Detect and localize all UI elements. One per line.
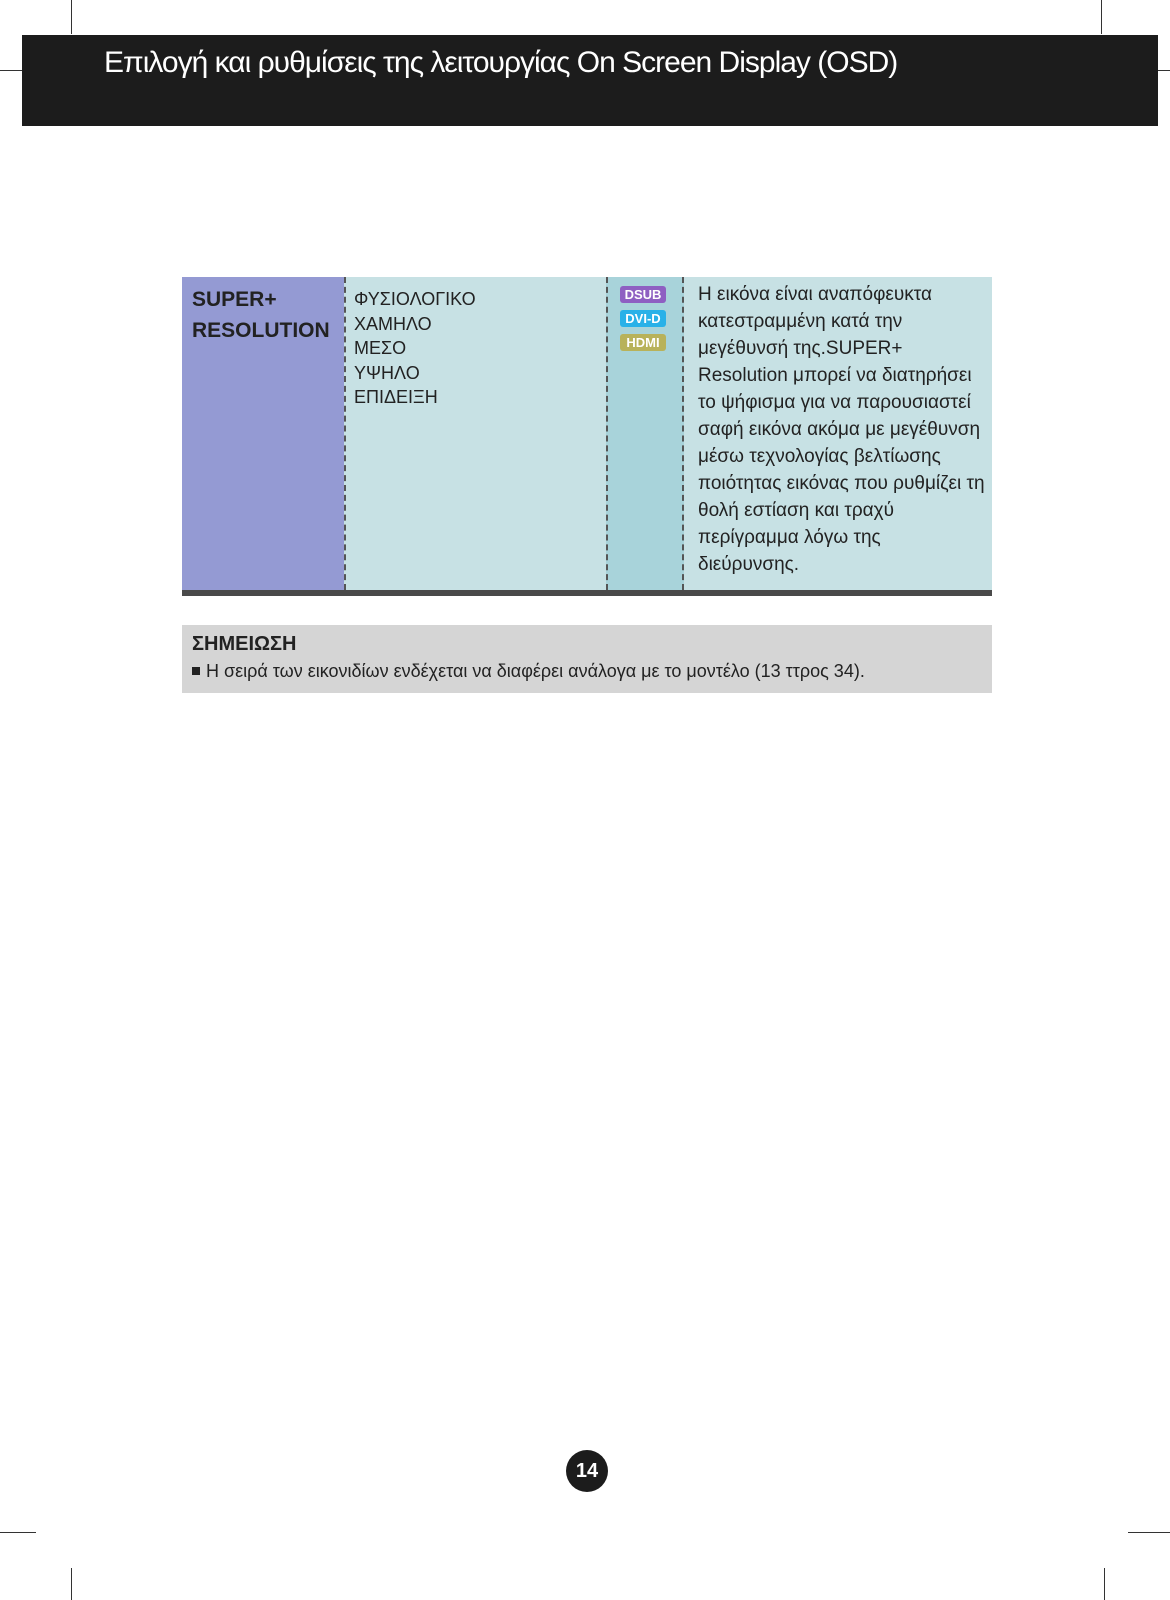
setting-options-cell [344,277,606,590]
crop-mark [1104,1568,1105,1600]
input-badges-cell [606,277,684,590]
crop-mark [1158,70,1170,71]
option-medium: ΜΕΣΟ [354,338,407,358]
option-low: ΧΑΜΗΛΟ [354,313,432,334]
crop-mark [0,70,22,71]
setting-name-line: RESOLUTION [192,319,330,342]
hdmi-badge: HDMI [620,334,666,351]
page-title: Επιλογή και ρυθμίσεις της λειτουργίας On Screen Display (OSD) [104,46,898,79]
crop-mark [1128,1532,1170,1533]
page-number: 14 [566,1450,608,1492]
option-high: ΥΨΗΛΟ [354,362,420,383]
crop-mark [0,1532,36,1533]
bullet-icon [192,667,200,675]
note-item [192,657,982,685]
setting-description: Η εικόνα είναι αναπόφευκτα κατεστραμμένη κατά την μεγέθυνσή της.SUPER+ Resolution μπορεί να διατηρήσει το ψήφισμα για να παρουσιαστεί σαφή εικόνα ακόμα με μεγέθυνση μέσω τεχνολογίας βελτίωσης ποιότητας εικόνας που ρυθμίζει τη θολή εστίαση και τραχύ περίγραμμα λόγω της διεύρυνσης. [698,284,985,575]
crop-mark [71,0,72,34]
description-cell [684,277,992,590]
note-text: Η σειρά των εικονιδίων ενδέχεται να διαφέρει ανάλογα με το μοντέλο (13 ττρος 34). [206,661,865,681]
note-title: ΣΗΜΕΙΩΣΗ [192,633,297,655]
option-normal: ΦΥΣΙΟΛΟΓΙΚΟ [354,289,476,309]
setting-name-cell [182,277,344,590]
dvi-d-badge: DVI-D [620,310,666,327]
osd-menu-table [182,277,992,596]
crop-mark [1101,0,1102,34]
note-box [182,625,992,693]
dsub-badge: DSUB [620,286,666,303]
option-demo: ΕΠΙΔΕΙΞΗ [354,387,438,407]
setting-name-line: SUPER+ [192,288,277,311]
crop-mark [71,1568,72,1600]
